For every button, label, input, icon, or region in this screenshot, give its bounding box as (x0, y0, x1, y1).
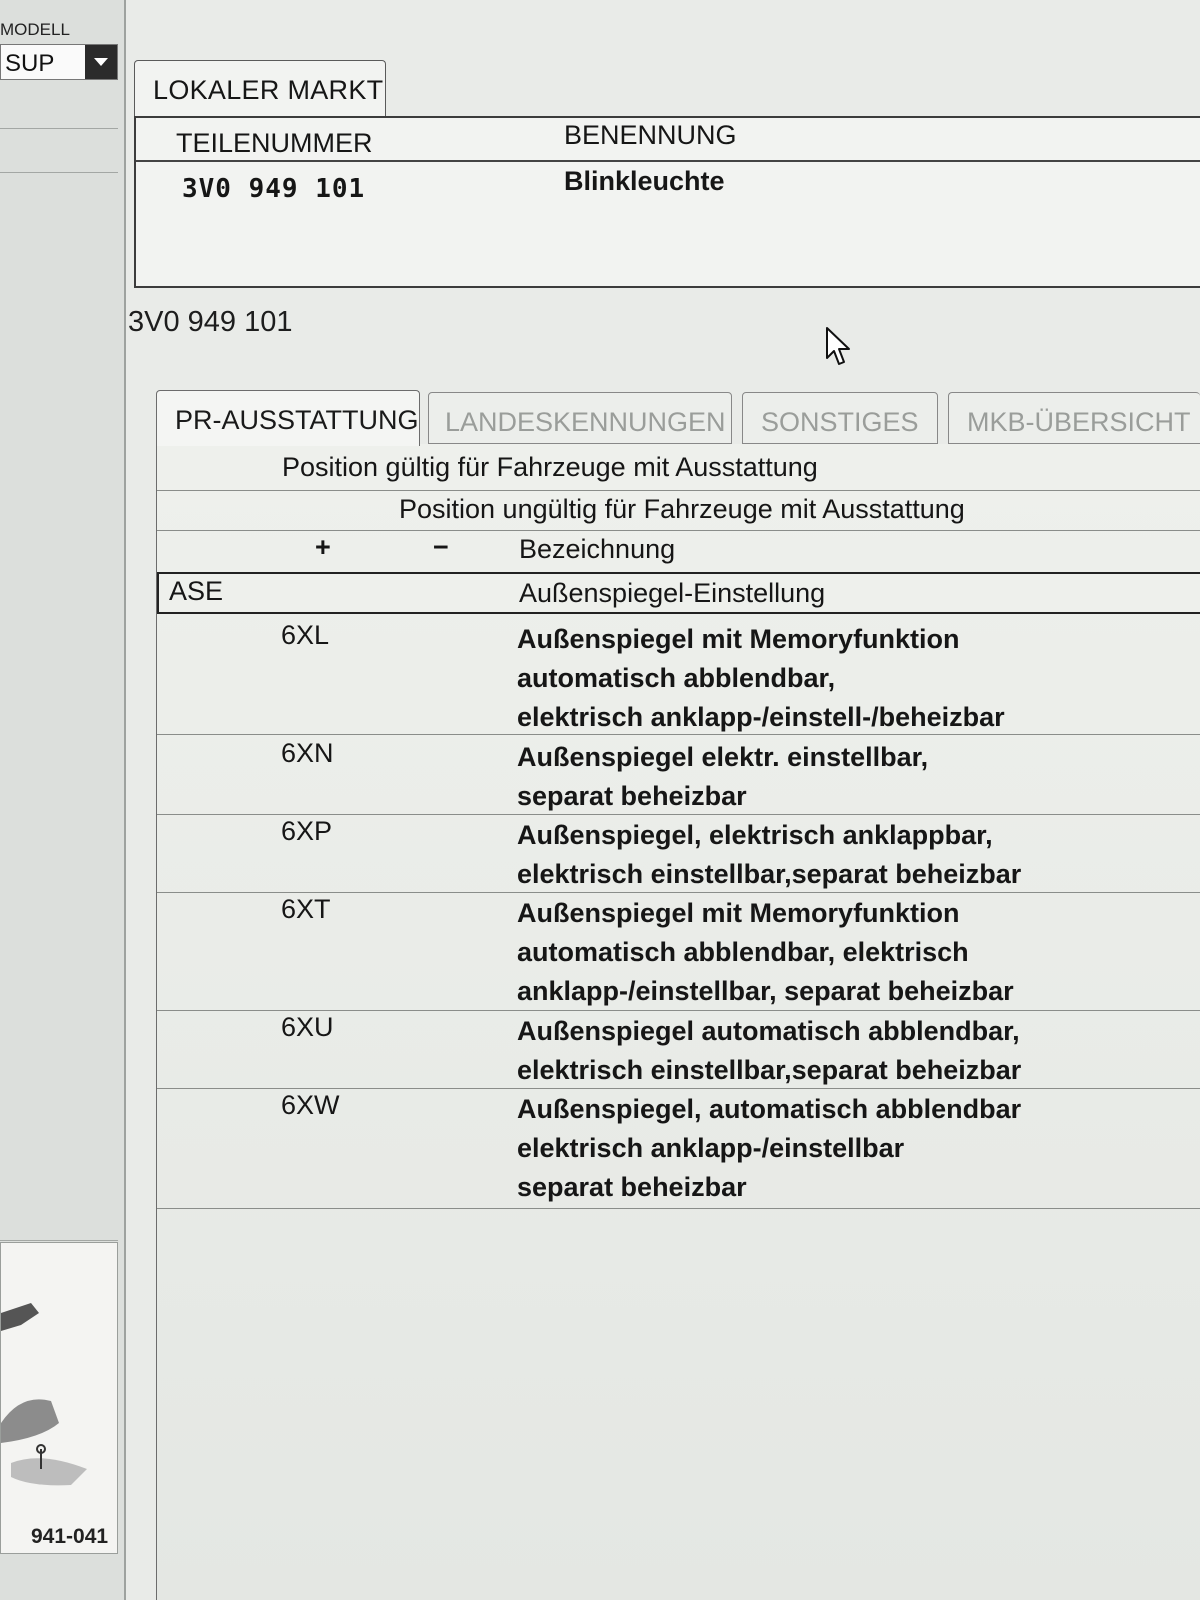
pr-description-line: Außenspiegel mit Memoryfunktion (517, 898, 960, 928)
pr-description (517, 620, 1005, 737)
pr-description (517, 738, 928, 816)
pr-description-line: Außenspiegel, automatisch abblendbar (517, 1094, 1022, 1124)
legend-invalid: Position ungültig für Fahrzeuge mit Ausstattung (399, 494, 965, 524)
pr-code: 6XU (281, 1012, 334, 1042)
row-divider (157, 1208, 1200, 1209)
pr-description-line: Außenspiegel, elektrisch anklappbar, (517, 820, 993, 850)
part-name-cell[interactable]: Blinkleuchte (564, 166, 725, 196)
pr-description (517, 816, 1021, 894)
pr-description-line: automatisch abblendbar, (517, 663, 836, 693)
tab-label: PR-AUSSTATTUNG (175, 405, 419, 435)
tab-label: LANDESKENNUNGEN (445, 407, 726, 437)
chevron-down-icon (94, 58, 108, 66)
model-dropdown-button[interactable] (85, 45, 117, 79)
mouse-pointer-icon (825, 326, 855, 368)
pr-description-line: automatisch abblendbar, elektrisch (517, 937, 969, 967)
illustration-thumbnail[interactable] (0, 1242, 118, 1554)
row-divider (157, 1088, 1200, 1089)
divider (157, 490, 1200, 491)
pr-description-line: anklapp-/einstellbar, separat beheizbar (517, 976, 1014, 1006)
pr-description-line: elektrisch einstellbar,separat beheizbar (517, 1055, 1022, 1085)
tab-sonstiges[interactable] (742, 392, 938, 444)
pr-code: 6XP (281, 816, 333, 846)
tab-mkb-uebersicht[interactable] (948, 392, 1200, 444)
pr-description-line: Außenspiegel elektr. einstellbar, (517, 742, 929, 772)
tab-label: SONSTIGES (761, 407, 919, 437)
divider (157, 530, 1200, 531)
column-header-minus: − (433, 532, 449, 562)
pr-group-row[interactable] (157, 572, 1200, 614)
tab-landeskennungen[interactable] (428, 392, 732, 444)
row-divider (157, 734, 1200, 735)
pr-equipment-panel (156, 444, 1200, 1600)
pr-code: 6XN (281, 738, 334, 768)
column-header-name: BENENNUNG (564, 120, 737, 150)
pr-description-line: separat beheizbar (517, 781, 747, 811)
car-part-illustration-icon (1, 1273, 111, 1493)
pr-description-line: elektrisch einstellbar,separat beheizbar (517, 859, 1022, 889)
model-label: MODELL (0, 20, 70, 39)
pr-description (517, 894, 1014, 1011)
pr-description-line: Außenspiegel automatisch abblendbar, (517, 1016, 1020, 1046)
tab-lokaler-markt[interactable] (134, 60, 386, 118)
row-divider (157, 814, 1200, 815)
tab-label: MKB-ÜBERSICHT (967, 407, 1191, 437)
column-header-part-number: TEILENUMMER (176, 128, 373, 158)
pr-description-line: elektrisch anklapp-/einstellbar (517, 1133, 905, 1163)
column-header-plus: + (315, 532, 331, 562)
sidebar-divider (0, 1240, 118, 1241)
pr-description-line: elektrisch anklapp-/einstell-/beheizbar (517, 702, 1005, 732)
pr-description (517, 1090, 1021, 1207)
legend-valid: Position gültig für Fahrzeuge mit Ausstattung (282, 452, 818, 482)
column-header-description: Bezeichnung (519, 534, 676, 564)
pr-group-code: ASE (169, 576, 224, 606)
tab-label: LOKALER MARKT (153, 75, 384, 105)
sidebar-divider (0, 172, 118, 173)
pr-group-description: Außenspiegel-Einstellung (519, 578, 826, 608)
parts-table-header (136, 118, 1200, 162)
model-select-value: SUP (5, 50, 55, 77)
pr-code: 6XW (281, 1090, 340, 1120)
selected-part-number: 3V0 949 101 (128, 306, 293, 338)
model-select[interactable] (0, 44, 118, 80)
illustration-number: 941-041 (31, 1525, 109, 1548)
part-number-cell[interactable]: 3V0 949 101 (182, 174, 366, 204)
row-divider (157, 1010, 1200, 1011)
tab-pr-ausstattung[interactable] (156, 390, 420, 446)
parts-table (134, 116, 1200, 288)
row-divider (157, 892, 1200, 893)
pr-code: 6XL (281, 620, 330, 650)
sidebar-divider (0, 128, 118, 129)
pr-description (517, 1012, 1021, 1090)
pr-code: 6XT (281, 894, 331, 924)
pr-description-line: Außenspiegel mit Memoryfunktion (517, 624, 960, 654)
left-sidebar (0, 0, 126, 1600)
pr-description-line: separat beheizbar (517, 1172, 747, 1202)
